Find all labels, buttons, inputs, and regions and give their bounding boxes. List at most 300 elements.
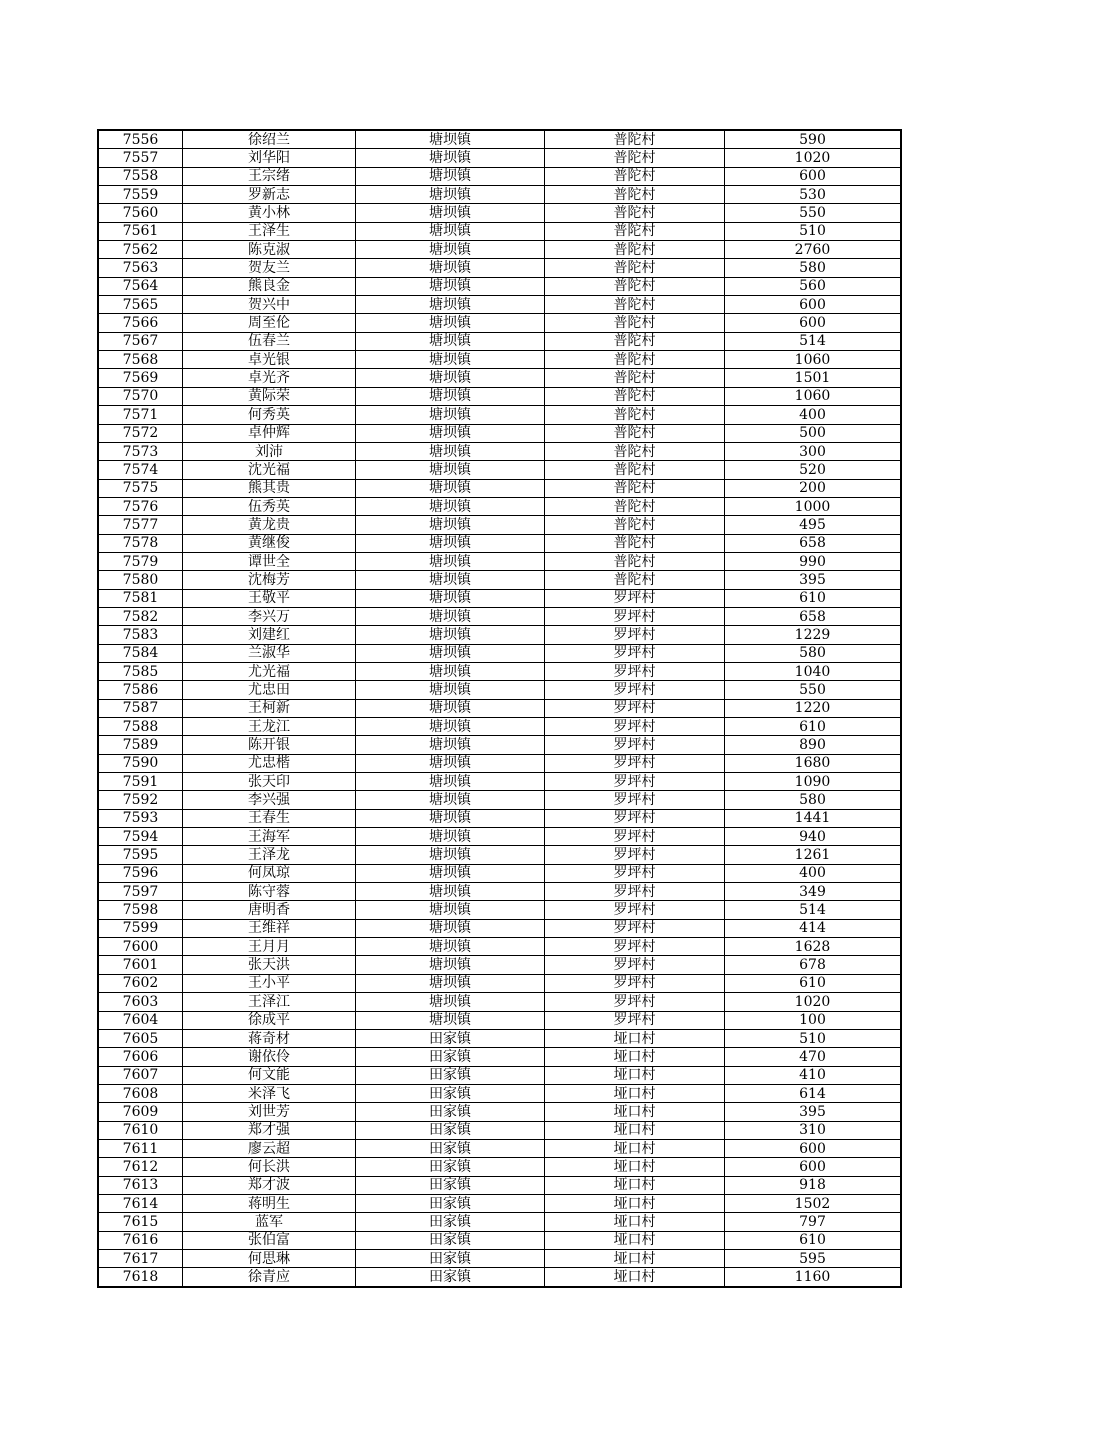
cell-town: 塘坝镇 (356, 736, 545, 754)
cell-town: 塘坝镇 (356, 332, 545, 350)
cell-village: 普陀村 (545, 552, 725, 570)
cell-village: 罗坪村 (545, 938, 725, 956)
roster-table-body (98, 130, 901, 1287)
cell-id: 7608 (98, 1084, 183, 1102)
table-row (98, 552, 901, 570)
cell-amount: 600 (725, 1139, 902, 1157)
table-row (98, 846, 901, 864)
cell-amount: 918 (725, 1176, 902, 1194)
cell-id: 7585 (98, 662, 183, 680)
cell-village: 罗坪村 (545, 718, 725, 736)
cell-village: 普陀村 (545, 149, 725, 167)
cell-town: 塘坝镇 (356, 864, 545, 882)
cell-town: 塘坝镇 (356, 589, 545, 607)
cell-village: 普陀村 (545, 204, 725, 222)
cell-id: 7601 (98, 956, 183, 974)
cell-name: 黄继俊 (183, 534, 356, 552)
cell-amount: 580 (725, 259, 902, 277)
cell-amount: 310 (725, 1121, 902, 1139)
cell-id: 7566 (98, 314, 183, 332)
cell-amount: 400 (725, 406, 902, 424)
cell-town: 塘坝镇 (356, 222, 545, 240)
cell-amount: 990 (725, 552, 902, 570)
cell-town: 塘坝镇 (356, 149, 545, 167)
cell-amount: 678 (725, 956, 902, 974)
table-row (98, 607, 901, 625)
cell-id: 7590 (98, 754, 183, 772)
cell-name: 黄际荣 (183, 387, 356, 405)
cell-town: 塘坝镇 (356, 754, 545, 772)
cell-village: 罗坪村 (545, 864, 725, 882)
cell-village: 普陀村 (545, 167, 725, 185)
cell-name: 熊其贵 (183, 479, 356, 497)
cell-name: 王龙江 (183, 718, 356, 736)
cell-name: 王月月 (183, 938, 356, 956)
cell-amount: 610 (725, 589, 902, 607)
cell-amount: 520 (725, 461, 902, 479)
table-row (98, 369, 901, 387)
cell-town: 田家镇 (356, 1231, 545, 1249)
table-row (98, 1194, 901, 1212)
cell-village: 普陀村 (545, 497, 725, 515)
cell-id: 7565 (98, 296, 183, 314)
cell-town: 塘坝镇 (356, 681, 545, 699)
cell-name: 何思琳 (183, 1249, 356, 1267)
cell-village: 罗坪村 (545, 974, 725, 992)
table-row (98, 1066, 901, 1084)
cell-town: 田家镇 (356, 1268, 545, 1287)
cell-town: 塘坝镇 (356, 718, 545, 736)
cell-village: 垭口村 (545, 1103, 725, 1121)
cell-name: 王敬平 (183, 589, 356, 607)
cell-name: 黄龙贵 (183, 516, 356, 534)
cell-id: 7580 (98, 571, 183, 589)
cell-village: 普陀村 (545, 351, 725, 369)
cell-id: 7596 (98, 864, 183, 882)
cell-town: 塘坝镇 (356, 497, 545, 515)
cell-town: 塘坝镇 (356, 461, 545, 479)
cell-town: 塘坝镇 (356, 167, 545, 185)
table-row (98, 1011, 901, 1029)
cell-id: 7562 (98, 241, 183, 259)
roster-sheet (97, 129, 896, 1288)
cell-name: 伍春兰 (183, 332, 356, 350)
cell-name: 王春生 (183, 809, 356, 827)
cell-id: 7559 (98, 186, 183, 204)
cell-town: 田家镇 (356, 1139, 545, 1157)
cell-name: 伍秀英 (183, 497, 356, 515)
cell-id: 7560 (98, 204, 183, 222)
cell-village: 垭口村 (545, 1158, 725, 1176)
cell-name: 刘建红 (183, 626, 356, 644)
cell-town: 塘坝镇 (356, 846, 545, 864)
cell-town: 塘坝镇 (356, 956, 545, 974)
cell-id: 7556 (98, 130, 183, 149)
cell-amount: 550 (725, 204, 902, 222)
cell-town: 田家镇 (356, 1048, 545, 1066)
cell-village: 普陀村 (545, 516, 725, 534)
cell-town: 塘坝镇 (356, 534, 545, 552)
cell-town: 塘坝镇 (356, 296, 545, 314)
cell-id: 7613 (98, 1176, 183, 1194)
cell-town: 塘坝镇 (356, 626, 545, 644)
cell-id: 7599 (98, 919, 183, 937)
cell-town: 田家镇 (356, 1213, 545, 1231)
cell-id: 7574 (98, 461, 183, 479)
table-row (98, 1176, 901, 1194)
cell-id: 7588 (98, 718, 183, 736)
cell-village: 罗坪村 (545, 773, 725, 791)
cell-amount: 100 (725, 1011, 902, 1029)
cell-amount: 410 (725, 1066, 902, 1084)
cell-name: 廖云超 (183, 1139, 356, 1157)
cell-village: 罗坪村 (545, 589, 725, 607)
cell-town: 塘坝镇 (356, 883, 545, 901)
cell-town: 塘坝镇 (356, 974, 545, 992)
cell-amount: 510 (725, 222, 902, 240)
cell-id: 7594 (98, 828, 183, 846)
cell-amount: 610 (725, 974, 902, 992)
cell-village: 垭口村 (545, 1194, 725, 1212)
cell-name: 徐成平 (183, 1011, 356, 1029)
cell-id: 7581 (98, 589, 183, 607)
table-row (98, 1121, 901, 1139)
table-row (98, 938, 901, 956)
cell-amount: 1090 (725, 773, 902, 791)
cell-id: 7595 (98, 846, 183, 864)
cell-name: 贺友兰 (183, 259, 356, 277)
cell-name: 卓仲辉 (183, 424, 356, 442)
table-row (98, 277, 901, 295)
cell-town: 塘坝镇 (356, 241, 545, 259)
cell-id: 7612 (98, 1158, 183, 1176)
cell-amount: 514 (725, 332, 902, 350)
cell-name: 陈克淑 (183, 241, 356, 259)
table-row (98, 993, 901, 1011)
cell-name: 蓝军 (183, 1213, 356, 1231)
cell-name: 刘沛 (183, 442, 356, 460)
cell-village: 垭口村 (545, 1121, 725, 1139)
cell-town: 塘坝镇 (356, 644, 545, 662)
cell-id: 7564 (98, 277, 183, 295)
table-row (98, 1103, 901, 1121)
cell-name: 王维祥 (183, 919, 356, 937)
table-row (98, 296, 901, 314)
table-row (98, 387, 901, 405)
cell-town: 塘坝镇 (356, 662, 545, 680)
cell-amount: 1160 (725, 1268, 902, 1287)
cell-amount: 1680 (725, 754, 902, 772)
cell-name: 唐明香 (183, 901, 356, 919)
table-row (98, 314, 901, 332)
cell-village: 罗坪村 (545, 828, 725, 846)
cell-village: 普陀村 (545, 424, 725, 442)
table-row (98, 681, 901, 699)
cell-village: 普陀村 (545, 332, 725, 350)
roster-table (97, 129, 902, 1288)
table-row (98, 351, 901, 369)
table-row (98, 773, 901, 791)
cell-town: 塘坝镇 (356, 699, 545, 717)
cell-id: 7572 (98, 424, 183, 442)
cell-amount: 550 (725, 681, 902, 699)
cell-village: 普陀村 (545, 534, 725, 552)
cell-id: 7575 (98, 479, 183, 497)
table-row (98, 1048, 901, 1066)
cell-id: 7618 (98, 1268, 183, 1287)
table-row (98, 479, 901, 497)
cell-amount: 1628 (725, 938, 902, 956)
cell-id: 7561 (98, 222, 183, 240)
table-row (98, 809, 901, 827)
cell-amount: 495 (725, 516, 902, 534)
cell-name: 沈光福 (183, 461, 356, 479)
cell-name: 熊良金 (183, 277, 356, 295)
cell-id: 7563 (98, 259, 183, 277)
table-row (98, 864, 901, 882)
table-row (98, 1084, 901, 1102)
table-row (98, 919, 901, 937)
cell-id: 7598 (98, 901, 183, 919)
cell-town: 田家镇 (356, 1029, 545, 1047)
cell-name: 罗新志 (183, 186, 356, 204)
cell-name: 谢依伶 (183, 1048, 356, 1066)
cell-village: 垭口村 (545, 1249, 725, 1267)
cell-amount: 1220 (725, 699, 902, 717)
cell-id: 7617 (98, 1249, 183, 1267)
cell-id: 7602 (98, 974, 183, 992)
cell-amount: 395 (725, 571, 902, 589)
cell-name: 徐青应 (183, 1268, 356, 1287)
cell-name: 黄小林 (183, 204, 356, 222)
cell-amount: 1060 (725, 351, 902, 369)
cell-name: 周至伦 (183, 314, 356, 332)
cell-town: 塘坝镇 (356, 259, 545, 277)
cell-village: 罗坪村 (545, 699, 725, 717)
table-row (98, 1231, 901, 1249)
cell-town: 塘坝镇 (356, 901, 545, 919)
cell-name: 刘世芳 (183, 1103, 356, 1121)
cell-town: 塘坝镇 (356, 204, 545, 222)
cell-id: 7587 (98, 699, 183, 717)
cell-amount: 510 (725, 1029, 902, 1047)
table-row (98, 1158, 901, 1176)
cell-village: 垭口村 (545, 1231, 725, 1249)
table-row (98, 626, 901, 644)
cell-name: 王宗绪 (183, 167, 356, 185)
table-row (98, 497, 901, 515)
table-row (98, 424, 901, 442)
cell-village: 普陀村 (545, 222, 725, 240)
cell-id: 7579 (98, 552, 183, 570)
cell-town: 塘坝镇 (356, 993, 545, 1011)
cell-name: 张天印 (183, 773, 356, 791)
cell-town: 塘坝镇 (356, 130, 545, 149)
cell-town: 塘坝镇 (356, 516, 545, 534)
table-row (98, 1249, 901, 1267)
cell-village: 垭口村 (545, 1084, 725, 1102)
cell-village: 罗坪村 (545, 607, 725, 625)
cell-name: 张伯富 (183, 1231, 356, 1249)
cell-id: 7614 (98, 1194, 183, 1212)
cell-name: 尤光福 (183, 662, 356, 680)
cell-amount: 530 (725, 186, 902, 204)
cell-village: 垭口村 (545, 1048, 725, 1066)
cell-village: 普陀村 (545, 277, 725, 295)
cell-town: 塘坝镇 (356, 773, 545, 791)
cell-name: 何凤琼 (183, 864, 356, 882)
cell-village: 普陀村 (545, 259, 725, 277)
table-row (98, 149, 901, 167)
cell-village: 罗坪村 (545, 993, 725, 1011)
cell-id: 7605 (98, 1029, 183, 1047)
cell-id: 7571 (98, 406, 183, 424)
table-row (98, 662, 901, 680)
cell-village: 普陀村 (545, 186, 725, 204)
cell-name: 郑才强 (183, 1121, 356, 1139)
cell-id: 7611 (98, 1139, 183, 1157)
cell-id: 7606 (98, 1048, 183, 1066)
table-row (98, 1213, 901, 1231)
cell-amount: 890 (725, 736, 902, 754)
cell-id: 7584 (98, 644, 183, 662)
table-row (98, 1139, 901, 1157)
cell-id: 7567 (98, 332, 183, 350)
cell-id: 7558 (98, 167, 183, 185)
cell-village: 普陀村 (545, 571, 725, 589)
cell-id: 7604 (98, 1011, 183, 1029)
cell-amount: 414 (725, 919, 902, 937)
cell-name: 蒋明生 (183, 1194, 356, 1212)
cell-name: 米泽飞 (183, 1084, 356, 1102)
cell-id: 7582 (98, 607, 183, 625)
cell-village: 普陀村 (545, 296, 725, 314)
cell-amount: 500 (725, 424, 902, 442)
cell-amount: 658 (725, 534, 902, 552)
cell-id: 7609 (98, 1103, 183, 1121)
cell-village: 罗坪村 (545, 644, 725, 662)
cell-id: 7570 (98, 387, 183, 405)
cell-name: 卓光齐 (183, 369, 356, 387)
cell-village: 垭口村 (545, 1066, 725, 1084)
cell-name: 何长洪 (183, 1158, 356, 1176)
cell-name: 何秀英 (183, 406, 356, 424)
table-row (98, 259, 901, 277)
cell-amount: 514 (725, 901, 902, 919)
cell-village: 罗坪村 (545, 791, 725, 809)
cell-name: 卓光银 (183, 351, 356, 369)
table-row (98, 332, 901, 350)
cell-village: 罗坪村 (545, 1011, 725, 1029)
cell-amount: 600 (725, 1158, 902, 1176)
cell-village: 罗坪村 (545, 754, 725, 772)
table-row (98, 534, 901, 552)
cell-amount: 400 (725, 864, 902, 882)
cell-amount: 300 (725, 442, 902, 460)
cell-town: 塘坝镇 (356, 607, 545, 625)
cell-id: 7593 (98, 809, 183, 827)
cell-id: 7568 (98, 351, 183, 369)
cell-id: 7577 (98, 516, 183, 534)
cell-village: 垭口村 (545, 1176, 725, 1194)
cell-id: 7607 (98, 1066, 183, 1084)
cell-amount: 595 (725, 1249, 902, 1267)
cell-village: 罗坪村 (545, 846, 725, 864)
cell-town: 田家镇 (356, 1176, 545, 1194)
cell-village: 普陀村 (545, 479, 725, 497)
cell-amount: 395 (725, 1103, 902, 1121)
cell-amount: 610 (725, 1231, 902, 1249)
table-row (98, 883, 901, 901)
cell-village: 普陀村 (545, 369, 725, 387)
cell-name: 王小平 (183, 974, 356, 992)
cell-amount: 1040 (725, 662, 902, 680)
cell-village: 普陀村 (545, 314, 725, 332)
cell-name: 刘华阳 (183, 149, 356, 167)
cell-id: 7569 (98, 369, 183, 387)
table-row (98, 461, 901, 479)
cell-id: 7603 (98, 993, 183, 1011)
cell-village: 垭口村 (545, 1268, 725, 1287)
cell-town: 田家镇 (356, 1084, 545, 1102)
table-row (98, 736, 901, 754)
cell-village: 罗坪村 (545, 956, 725, 974)
cell-id: 7576 (98, 497, 183, 515)
cell-amount: 610 (725, 718, 902, 736)
cell-town: 塘坝镇 (356, 369, 545, 387)
cell-town: 塘坝镇 (356, 277, 545, 295)
cell-name: 李兴万 (183, 607, 356, 625)
table-row (98, 406, 901, 424)
cell-name: 王柯新 (183, 699, 356, 717)
cell-town: 塘坝镇 (356, 442, 545, 460)
cell-name: 李兴强 (183, 791, 356, 809)
cell-amount: 940 (725, 828, 902, 846)
cell-amount: 1020 (725, 993, 902, 1011)
table-row (98, 589, 901, 607)
cell-amount: 1441 (725, 809, 902, 827)
cell-name: 尤忠田 (183, 681, 356, 699)
table-row (98, 442, 901, 460)
cell-amount: 200 (725, 479, 902, 497)
cell-town: 塘坝镇 (356, 809, 545, 827)
cell-village: 普陀村 (545, 406, 725, 424)
cell-id: 7591 (98, 773, 183, 791)
cell-id: 7615 (98, 1213, 183, 1231)
cell-amount: 1060 (725, 387, 902, 405)
cell-amount: 1000 (725, 497, 902, 515)
cell-town: 田家镇 (356, 1249, 545, 1267)
cell-name: 陈开银 (183, 736, 356, 754)
table-row (98, 974, 901, 992)
cell-name: 王海军 (183, 828, 356, 846)
cell-amount: 580 (725, 644, 902, 662)
cell-amount: 1229 (725, 626, 902, 644)
cell-id: 7600 (98, 938, 183, 956)
table-row (98, 791, 901, 809)
cell-amount: 600 (725, 167, 902, 185)
cell-town: 塘坝镇 (356, 938, 545, 956)
cell-amount: 590 (725, 130, 902, 149)
cell-name: 王泽生 (183, 222, 356, 240)
cell-town: 塘坝镇 (356, 479, 545, 497)
cell-amount: 580 (725, 791, 902, 809)
table-row (98, 186, 901, 204)
cell-name: 郑才波 (183, 1176, 356, 1194)
cell-name: 王泽龙 (183, 846, 356, 864)
cell-amount: 658 (725, 607, 902, 625)
cell-amount: 614 (725, 1084, 902, 1102)
